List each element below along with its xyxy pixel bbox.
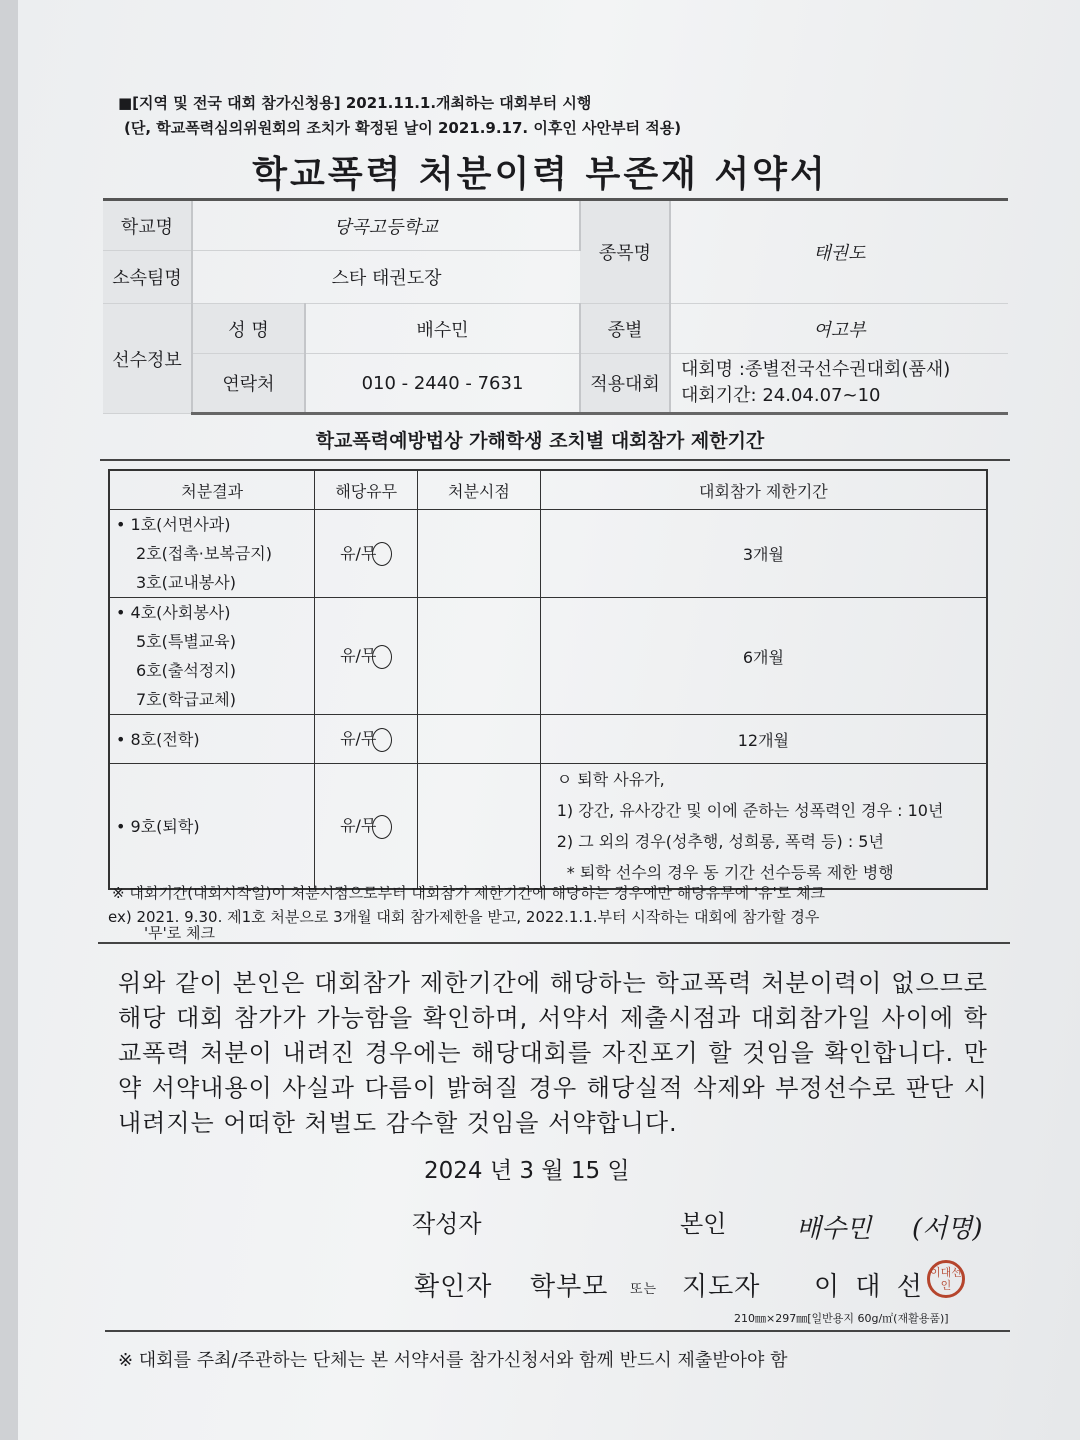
- circle-mark-icon: [372, 645, 392, 669]
- note-2: ex) 2021. 9.30. 제1호 처분으로 3개월 대회 참가제한을 받고, 2022.1.1.부터 시작하는 대회에 참가할 경우: [108, 908, 820, 926]
- col-header: 해당유무: [315, 470, 418, 510]
- disposition-item: • 8호(전학): [116, 729, 200, 749]
- disposition-item: 6호(출석정지): [136, 661, 236, 680]
- disposition-cell: [109, 764, 315, 890]
- document-title: 학교폭력 처분이력 부존재 서약서: [252, 154, 828, 195]
- event-name: 대회명 :종별전국선수권대회(품새): [681, 359, 951, 380]
- note-1: ※ 대회기간(대회시작일)이 처분시점으로부터 대회참가 제한기간에 해당하는 경우에만 해당유무에 '유'로 체크: [112, 884, 825, 902]
- disposition-time-cell: [418, 715, 541, 764]
- gender-value: 여고부: [670, 304, 1008, 354]
- contact-value: 010 - 2440 - 7631: [305, 354, 580, 414]
- coach-label: 지도자: [682, 1272, 761, 1302]
- restriction-table: [108, 469, 988, 890]
- self-signature: 배수민: [796, 1214, 872, 1244]
- disposition-item: • 9호(퇴학): [116, 816, 200, 836]
- restriction-period: 6개월: [540, 598, 987, 715]
- yn-text: 유/무: [340, 646, 377, 666]
- table-row: [109, 715, 987, 764]
- disposition-cell: [109, 598, 315, 715]
- player-info-label: 선수정보: [103, 304, 192, 414]
- header-line-1: ■[지역 및 전국 대회 참가신청용] 2021.11.1.개최하는 대회부터 시행: [118, 94, 592, 112]
- coach-name: 이 대 선: [814, 1272, 926, 1302]
- applicable-cell: [315, 715, 418, 764]
- footer-note: ※ 대회를 주최/주관하는 단체는 본 서약서를 참가신청서와 함께 반드시 제출받아야 함: [118, 1350, 788, 1371]
- disposition-cell: [109, 715, 315, 764]
- circle-mark-icon: [372, 728, 392, 752]
- event-label: 적용대회: [580, 354, 670, 414]
- col-header: 처분시점: [418, 470, 541, 510]
- divider: [98, 942, 1010, 944]
- restriction-period: 12개월: [540, 715, 987, 764]
- detail-line: 2) 그 외의 경우(성추행, 성희롱, 폭력 등) : 5년: [556, 832, 884, 851]
- confirmer-label: 확인자: [414, 1272, 493, 1302]
- team-label: 소속팀명: [103, 251, 192, 304]
- disposition-cell: [109, 510, 315, 598]
- yn-text: 유/무: [340, 816, 377, 836]
- divider: [105, 1330, 1010, 1332]
- sport-value: 태권도: [670, 200, 1008, 304]
- pledge-text: 위와 같이 본인은 대회참가 제한기간에 해당하는 학교폭력 처분이력이 없으므로 해당 대회 참가가 가능함을 확인하며, 서약서 제출시점과 대회참가일 사이에 학교폭력 처분이 내려진 경우에는 해당대회를 자진포기 할 것임을 확인합니다. 만약 서약내용이 사실과 다름이 밝혀질 경우 해당실적 삭제와 부정선수로 판단 시 내려지는 어떠한 처벌도 감수할 것임을 서약합니다.: [118, 969, 988, 1137]
- divider: [100, 459, 1010, 461]
- name-value: 배수민: [305, 304, 580, 354]
- disposition-item: • 4호(사회봉사): [116, 603, 231, 622]
- detail-line: 1) 강간, 유사강간 및 이에 준하는 성폭력인 경우 : 10년: [556, 801, 944, 820]
- circle-mark-icon: [372, 815, 392, 839]
- restriction-period: 3개월: [540, 510, 987, 598]
- restriction-period-detail: [540, 764, 987, 890]
- yn-text: 유/무: [340, 729, 377, 749]
- school-value: 당곡고등학교: [192, 200, 580, 251]
- gender-label: 종별: [580, 304, 670, 354]
- contact-label: 연락처: [192, 354, 305, 414]
- yn-text: 유/무: [340, 543, 377, 563]
- circle-mark-icon: [372, 542, 392, 566]
- pledge-date: 2024 년 3 월 15 일: [424, 1158, 630, 1184]
- paper-spec: 210㎜×297㎜[일반용지 60g/㎡(재활용품)]: [734, 1312, 949, 1325]
- disposition-item: 3호(교내봉사): [136, 573, 236, 592]
- disposition-item: 2호(접촉·보복금지): [136, 544, 272, 563]
- applicable-cell: [315, 764, 418, 890]
- self-signature-mark: (서명): [912, 1214, 983, 1244]
- disposition-item: 5호(특별교육): [136, 632, 236, 651]
- note-3: '무'로 체크: [144, 924, 215, 942]
- or-label: 또는: [630, 1282, 658, 1297]
- table-row: [109, 510, 987, 598]
- sport-label: 종목명: [580, 200, 670, 304]
- seal-stamp: 이대선인: [927, 1260, 965, 1298]
- info-table: [103, 198, 1008, 415]
- table-row: [109, 598, 987, 715]
- team-value: 스타 태권도장: [192, 251, 580, 304]
- event-period: 대회기간: 24.04.07~10: [681, 385, 881, 406]
- school-label: 학교명: [103, 200, 192, 251]
- disposition-item: 7호(학급교체): [136, 690, 236, 709]
- disposition-item: • 1호(서면사과): [116, 515, 231, 534]
- col-header: 대회참가 제한기간: [540, 470, 987, 510]
- applicable-cell: [315, 598, 418, 715]
- header-line-2: (단, 학교폭력심의위원회의 조치가 확정된 날이 2021.9.17. 이후인 사안부터 적용): [124, 119, 682, 137]
- disposition-time-cell: [418, 598, 541, 715]
- disposition-time-cell: [418, 764, 541, 890]
- detail-line: ㅇ 퇴학 사유가,: [556, 770, 665, 789]
- restriction-section-title: 학교폭력예방법상 가해학생 조치별 대회참가 제한기간: [315, 430, 765, 452]
- applicable-cell: [315, 510, 418, 598]
- event-cell: [670, 354, 1008, 414]
- self-label: 본인: [680, 1210, 727, 1238]
- writer-label: 작성자: [412, 1210, 482, 1238]
- disposition-time-cell: [418, 510, 541, 598]
- parent-label: 학부모: [530, 1272, 609, 1302]
- col-header: 처분결과: [109, 470, 315, 510]
- detail-line: * 퇴학 선수의 경우 동 기간 선수등록 제한 병행: [566, 863, 894, 882]
- name-label: 성 명: [192, 304, 305, 354]
- table-row: [109, 764, 987, 890]
